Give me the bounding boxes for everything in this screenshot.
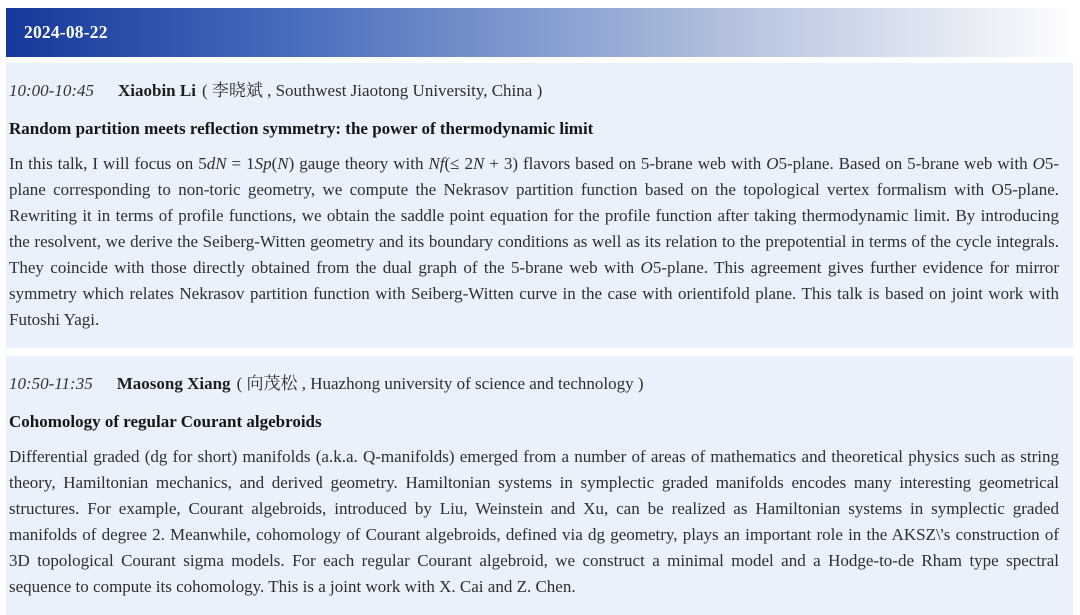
talk-panel-1 [6,63,1073,348]
talk-2-title: Cohomology of regular Courant algebroids [9,412,322,431]
talk-1-abstract: In this talk, I will focus on 5dN = 1Sp(N) gauge theory with Nf(≤ 2N + 3) flavors based on 5-brane web with O5-plane. Based on 5-brane web with O5-plane corresponding to non-toric geometry, we compute the Nekrasov partition function based on the topological vertex formalism with O5-plane. Rewriting it in terms of profile functions, we obtain the saddle point equation for the profile function after taking thermodynamic limit. By introducing the resolvent, we derive the Seiberg-Witten geometry and its boundary conditions as well as its relation to the prepotential in terms of the cycle integrals. They coincide with those directly obtained from the dual graph of the 5-brane web with O5-plane. This agreement gives further evidence for mirror symmetry which relates Nekrasov partition function with Seiberg-Witten curve in the case with orientifold plane. This talk is based on joint work with Futoshi Yagi. [9,154,1060,329]
talk-1-time: 10:00-10:45 [9,81,94,100]
date-section-header[interactable] [6,8,1073,57]
talk-2-speaker-name: Maosong Xiang [116,374,231,393]
talk-2-time: 10:50-11:35 [9,374,93,393]
talk-2-header [9,372,1059,396]
talk-1-header [9,79,1059,103]
talk-1-speaker-name: Xiaobin Li [117,81,196,100]
talk-1-title: Random partition meets reflection symmetry: the power of thermodynamic limit [9,119,594,138]
talk-panel-2 [6,356,1073,615]
talk-1-affiliation: ( 李晓斌 , Southwest Jiaotong University, China ) [201,81,543,100]
date-label: 2024-08-22 [24,22,108,42]
talk-2-affiliation: ( 向茂松 , Huazhong university of science and technology ) [236,374,644,393]
talk-2-abstract: Differential graded (dg for short) manifolds (a.k.a. Q-manifolds) emerged from a number of areas of mathematics and theoretical physics such as string theory, Hamiltonian mechanics, and derived geometry. Hamiltonian systems in symplectic graded manifolds encodes many interesting geometrical structures. For example, Courant algebroids, introduced by Liu, Weinstein and Xu, can be realized as Hamiltonian systems in symplectic graded manifolds of degree 2. Meanwhile, cohomology of Courant algebroids, defined via dg geometry, plays an important role in the AKSZ\'s construction of 3D topological Courant sigma models. For each regular Courant algebroid, we construct a minimal model and a Hodge-to-de Rham type spectral sequence to compute its cohomology. This is a joint work with X. Cai and Z. Chen. [9,447,1059,596]
